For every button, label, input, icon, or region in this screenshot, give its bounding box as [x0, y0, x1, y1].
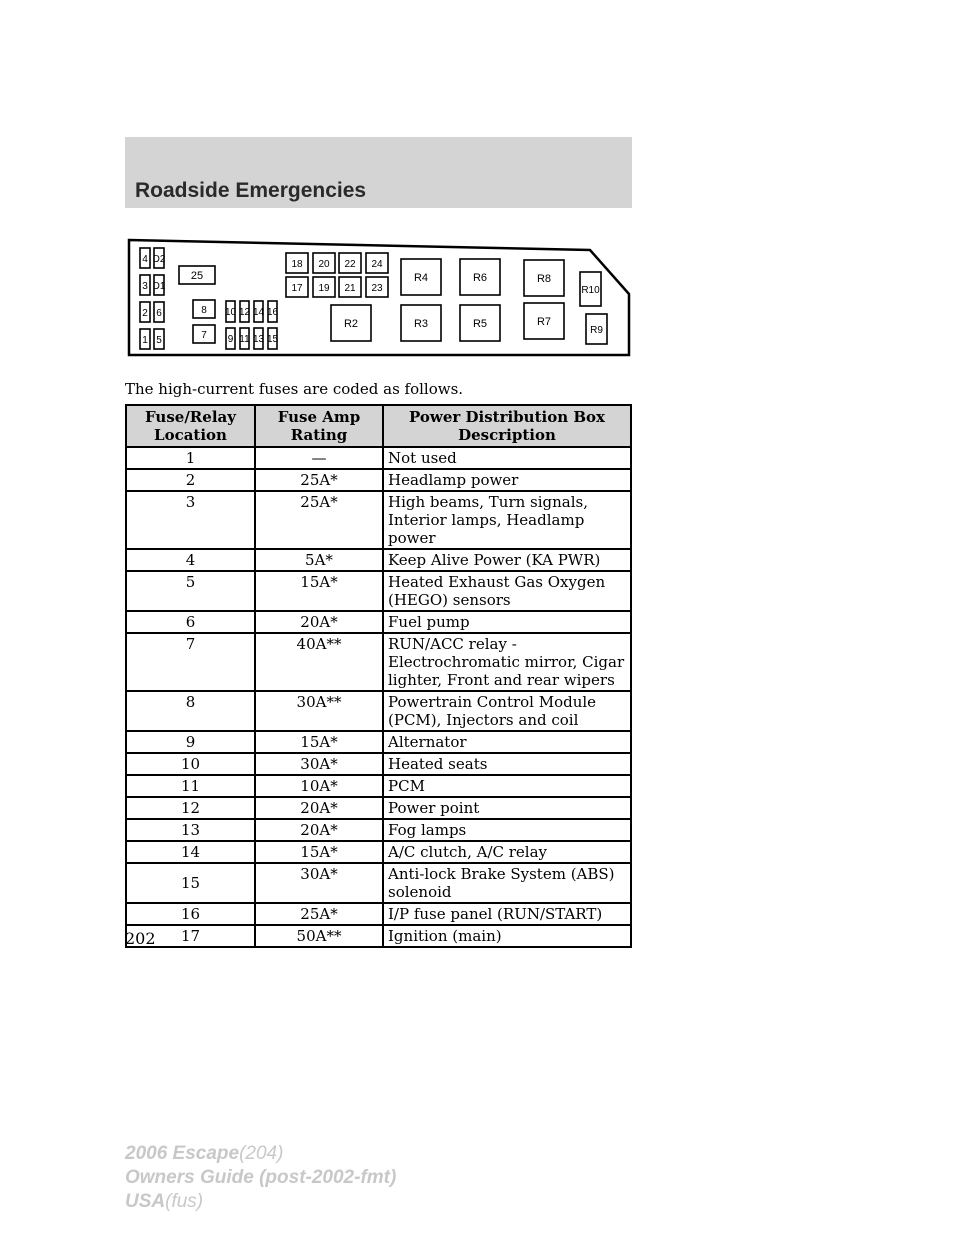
fuse-box-diagram: [127, 238, 632, 358]
svg-text:22: 22: [344, 259, 356, 270]
cell-location: 16: [126, 903, 255, 925]
svg-text:D1: D1: [152, 281, 166, 292]
table-row: [126, 633, 631, 691]
footer-guide: Owners Guide (post-2002-fmt): [125, 1167, 397, 1188]
svg-text:23: 23: [371, 283, 383, 294]
table-row: [126, 819, 631, 841]
cell-description: PCM: [383, 775, 631, 797]
cell-location: 6: [126, 611, 255, 633]
fuse-9: [226, 328, 235, 349]
svg-text:4: 4: [142, 254, 148, 265]
cell-description: RUN/ACC relay - Electrochromatic mirror, Cigar lighter, Front and rear wipers: [383, 633, 631, 691]
footer-market-code: (fus): [165, 1191, 204, 1212]
svg-text:14: 14: [252, 307, 265, 318]
cell-location: 9: [126, 731, 255, 753]
fuse-19: [313, 277, 335, 297]
svg-text:R9: R9: [590, 325, 603, 336]
table-row: [126, 549, 631, 571]
table-row: [126, 841, 631, 863]
cell-location: 8: [126, 691, 255, 731]
cell-location: 2: [126, 469, 255, 491]
svg-text:21: 21: [344, 283, 356, 294]
cell-rating: 40A**: [255, 633, 383, 691]
fuse-21: [339, 277, 361, 297]
footer-model-code: (204): [239, 1143, 284, 1164]
fuse-11: [239, 328, 250, 349]
fuse-20: [313, 253, 335, 273]
svg-text:R7: R7: [536, 316, 552, 328]
cell-description: Anti-lock Brake System (ABS) solenoid: [383, 863, 631, 903]
cell-description: Heated seats: [383, 753, 631, 775]
document-footer: [125, 1142, 396, 1214]
cell-description: Ignition (main): [383, 925, 631, 947]
table-caption: The high-current fuses are coded as follows.: [125, 380, 464, 398]
fuse-10: [225, 301, 237, 322]
cell-description: Heated Exhaust Gas Oxygen (HEGO) sensors: [383, 571, 631, 611]
svg-text:25: 25: [190, 270, 204, 282]
cell-location: 1: [126, 447, 255, 469]
section-title: Roadside Emergencies: [135, 179, 367, 202]
relay-r10: [580, 272, 601, 306]
table-row: [126, 571, 631, 611]
table-row: [126, 731, 631, 753]
cell-location: 10: [126, 753, 255, 775]
fuse-18: [286, 253, 308, 273]
cell-location: 3: [126, 491, 255, 549]
svg-text:20: 20: [318, 259, 330, 270]
header-location: Fuse/Relay Location: [126, 405, 255, 447]
cell-location: 11: [126, 775, 255, 797]
table-header-row: [126, 405, 631, 447]
fuse-8: [193, 300, 215, 318]
relay-r2: [331, 305, 371, 341]
cell-description: High beams, Turn signals, Interior lamps, Headlamp power: [383, 491, 631, 549]
fuse-15: [267, 328, 279, 349]
svg-text:2: 2: [142, 308, 148, 319]
fuse-14: [253, 301, 265, 322]
fuse-5: [154, 329, 164, 349]
table-row: [126, 797, 631, 819]
fuse-13: [253, 328, 265, 349]
fuse-2: [140, 302, 150, 322]
relay-r4: [401, 259, 441, 295]
footer-model: 2006 Escape: [125, 1143, 240, 1164]
table-row: [126, 863, 631, 903]
table-row: [126, 691, 631, 731]
table-row: [126, 903, 631, 925]
fuse-25: [179, 266, 215, 284]
cell-rating: 25A*: [255, 491, 383, 549]
cell-description: Fuel pump: [383, 611, 631, 633]
section-header-band: [125, 137, 632, 208]
cell-location: 5: [126, 571, 255, 611]
cell-description: Alternator: [383, 731, 631, 753]
fuse-22: [339, 253, 361, 273]
svg-text:11: 11: [239, 334, 250, 345]
svg-text:R2: R2: [343, 318, 359, 330]
cell-rating: 30A*: [255, 753, 383, 775]
cell-description: Keep Alive Power (KA PWR): [383, 549, 631, 571]
cell-rating: 20A*: [255, 611, 383, 633]
cell-location: 14: [126, 841, 255, 863]
table-row: [126, 491, 631, 549]
fuse-12: [239, 301, 251, 322]
cell-description: Power point: [383, 797, 631, 819]
cell-description: Powertrain Control Module (PCM), Injectors and coil: [383, 691, 631, 731]
cell-description: Not used: [383, 447, 631, 469]
cell-rating: 15A*: [255, 571, 383, 611]
cell-rating: —: [255, 447, 383, 469]
svg-text:15: 15: [266, 334, 279, 345]
cell-location: 13: [126, 819, 255, 841]
svg-text:17: 17: [291, 283, 303, 294]
cell-location: 7: [126, 633, 255, 691]
svg-text:19: 19: [318, 283, 330, 294]
relay-r7: [524, 303, 564, 339]
svg-text:5: 5: [156, 335, 162, 346]
cell-rating: 5A*: [255, 549, 383, 571]
relay-r6: [460, 259, 500, 295]
svg-text:1: 1: [142, 335, 148, 346]
footer-market: USA: [125, 1191, 166, 1212]
cell-description: A/C clutch, A/C relay: [383, 841, 631, 863]
cell-rating: 20A*: [255, 797, 383, 819]
svg-text:13: 13: [252, 334, 265, 345]
relay-r5: [460, 305, 500, 341]
cell-rating: 30A*: [255, 863, 383, 903]
table-row: [126, 447, 631, 469]
cell-location: 15: [126, 863, 255, 903]
svg-text:R6: R6: [472, 272, 488, 284]
svg-text:7: 7: [201, 330, 207, 341]
fuse-24: [366, 253, 388, 273]
svg-text:18: 18: [291, 259, 303, 270]
svg-text:6: 6: [156, 308, 162, 319]
fuse-6: [154, 302, 164, 322]
fuse-3: [140, 275, 150, 295]
cell-rating: 15A*: [255, 731, 383, 753]
relay-r3: [401, 305, 441, 341]
table-row: [126, 753, 631, 775]
cell-rating: 25A*: [255, 903, 383, 925]
svg-text:R8: R8: [536, 273, 552, 285]
svg-text:D2: D2: [152, 254, 166, 265]
cell-location: 4: [126, 549, 255, 571]
table-row: [126, 611, 631, 633]
relay-r8: [524, 260, 564, 296]
cell-description: Headlamp power: [383, 469, 631, 491]
diode-d2: [153, 248, 166, 268]
table-row: [126, 775, 631, 797]
cell-rating: 15A*: [255, 841, 383, 863]
svg-text:R10: R10: [581, 285, 600, 296]
diode-d1: [153, 275, 166, 295]
header-rating: Fuse Amp Rating: [255, 405, 383, 447]
cell-location: 17: [126, 925, 255, 947]
fuse-1: [140, 329, 150, 349]
svg-text:24: 24: [371, 259, 383, 270]
fuse-table: [125, 404, 632, 948]
cell-rating: 50A**: [255, 925, 383, 947]
fuse-16: [267, 301, 279, 322]
fuse-17: [286, 277, 308, 297]
cell-location: 12: [126, 797, 255, 819]
svg-text:R5: R5: [472, 318, 488, 330]
relay-r9: [586, 314, 607, 344]
page-number: 202: [125, 929, 156, 948]
svg-text:12: 12: [238, 307, 251, 318]
svg-text:16: 16: [266, 307, 279, 318]
svg-text:9: 9: [227, 334, 234, 345]
svg-text:8: 8: [201, 305, 207, 316]
cell-rating: 20A*: [255, 819, 383, 841]
table-row: [126, 925, 631, 947]
cell-description: Fog lamps: [383, 819, 631, 841]
svg-text:R4: R4: [413, 272, 429, 284]
table-row: [126, 469, 631, 491]
fuse-23: [366, 277, 388, 297]
fuse-7: [193, 325, 215, 343]
cell-rating: 30A**: [255, 691, 383, 731]
cell-rating: 25A*: [255, 469, 383, 491]
svg-text:10: 10: [224, 307, 237, 318]
svg-text:R3: R3: [413, 318, 429, 330]
fuse-4: [140, 248, 150, 268]
cell-rating: 10A*: [255, 775, 383, 797]
svg-text:3: 3: [142, 281, 148, 292]
header-description: Power Distribution Box Description: [383, 405, 631, 447]
cell-description: I/P fuse panel (RUN/START): [383, 903, 631, 925]
